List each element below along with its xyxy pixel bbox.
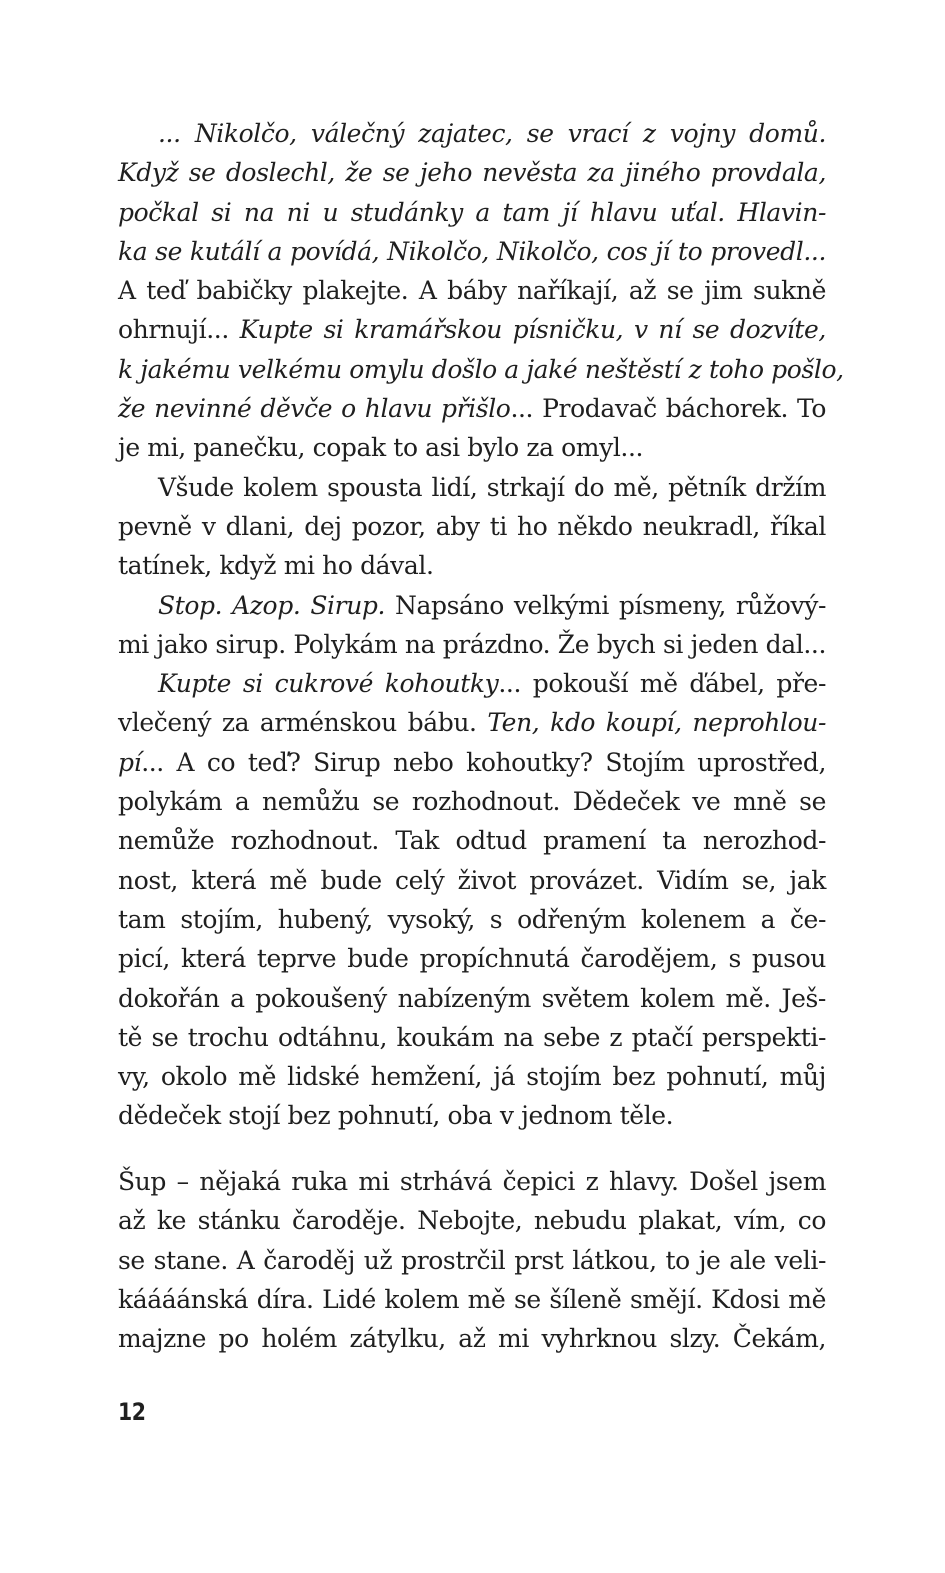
text-line [118, 271, 826, 310]
italic-text: počkal si na ni u studánky a tam jí hlavu uťal. Hlavin- [118, 197, 826, 227]
italic-text: Když se doslechl, že se jeho nevěsta za jiného provdala, [118, 158, 826, 188]
text-run: až ke stánku čaroděje. Nebojte, nebudu plakat, vím, co [118, 1206, 826, 1236]
text-line [118, 1096, 826, 1135]
text-line [118, 821, 826, 860]
text-run: tě se trochu odtáhnu, koukám na sebe z ptačí perspekti- [118, 1022, 826, 1052]
text-line [118, 1319, 826, 1358]
text-run: tatínek, když mi ho dával. [118, 551, 434, 581]
text-line [118, 389, 826, 428]
text-line [118, 979, 826, 1018]
italic-text: ... Nikolčo, válečný zajatec, se vrací z vojny domů. [158, 119, 826, 148]
text-block-continued [118, 1162, 826, 1358]
text-line [118, 1162, 826, 1201]
text-line [118, 1280, 826, 1319]
italic-text: Stop. Azop. Sirup. [158, 590, 386, 620]
italic-text: Kupte si kramářskou písničku, v ní se dozvíte, [239, 315, 826, 345]
text-line [118, 153, 826, 192]
text-run: ... A co teď? Sirup nebo kohoutky? Stojím uprostřed, [141, 747, 826, 777]
text-run: majzne po holém zátylku, až mi vyhrknou slzy. Čekám, [118, 1324, 826, 1354]
text-run: mi jako sirup. Polykám na prázdno. Že bych si jeden dal... [118, 629, 826, 659]
italic-text: že nevinné děvče o hlavu přišlo [118, 394, 511, 424]
text-line [118, 468, 826, 507]
text-run: se stane. A čaroděj už prostrčil prst látkou, to je ale veli- [118, 1245, 826, 1275]
italic-text: k jakému velkému omylu došlo a jaké neštěstí z toho pošlo, [118, 354, 844, 384]
italic-text: ka se kutálí a povídá, Nikolčo, Nikolčo, cos jí to provedl... [118, 236, 826, 266]
text-line [118, 625, 826, 664]
text-run: vlečený za arménskou bábu. [118, 708, 488, 738]
text-line [118, 664, 826, 703]
text-run: je mi, panečku, copak to asi bylo za omyl... [118, 433, 644, 463]
italic-text: pí [118, 747, 142, 777]
italic-text: Ten, kdo koupí, neprohlou- [487, 708, 826, 738]
text-line [118, 428, 826, 467]
text-run: vy, okolo mě lidské hemžení, já stojím bez pohnutí, můj [118, 1062, 826, 1092]
italic-text: Kupte si cukrové kohoutky [158, 669, 499, 699]
text-run: Šup – nějaká ruka mi strhává čepici z hlavy. Došel jsem [118, 1167, 826, 1196]
text-run: polykám a nemůžu se rozhodnout. Dědeček ve mně se [118, 787, 826, 817]
text-line [118, 507, 826, 546]
text-line [118, 900, 826, 939]
text-run: nost, která mě bude celý život provázet. Vidím se, jak [118, 865, 826, 895]
text-block-main [118, 114, 844, 1136]
text-line [118, 586, 826, 625]
text-run: picí, která teprve bude propíchnutá čarodějem, s pusou [118, 944, 826, 974]
page-number: 12 [118, 1398, 146, 1426]
text-line [118, 703, 826, 742]
text-line [118, 1057, 826, 1096]
text-run: nemůže rozhodnout. Tak odtud pramení ta nerozhod- [118, 826, 826, 856]
text-line [118, 546, 826, 585]
text-run: ohrnují... [118, 315, 240, 345]
text-run: káááánská díra. Lidé kolem mě se šíleně smějí. Kdosi mě [118, 1284, 826, 1314]
text-run: Všude kolem spousta lidí, strkají do mě, pětník držím [158, 472, 826, 502]
text-run: tam stojím, hubený, vysoký, s odřeným kolenem a če- [118, 904, 826, 934]
text-line [118, 1018, 826, 1057]
text-line [118, 1241, 826, 1280]
text-line [118, 114, 826, 153]
text-line [118, 861, 826, 900]
text-line [118, 193, 826, 232]
text-run: ... pokouší mě ďábel, pře- [498, 669, 826, 699]
text-line [118, 350, 844, 389]
text-line [118, 782, 826, 821]
text-run: dědeček stojí bez pohnutí, oba v jednom těle. [118, 1101, 674, 1131]
text-run: dokořán a pokoušený nabízeným světem kolem mě. Ješ- [118, 983, 826, 1013]
text-run: pevně v dlani, dej pozor, aby ti ho někdo neukradl, říkal [118, 511, 826, 541]
text-line [118, 743, 826, 782]
text-run: ... Prodavač báchorek. To [510, 394, 826, 424]
text-line [118, 232, 826, 271]
text-line [118, 1201, 826, 1240]
text-line [118, 939, 826, 978]
text-line [118, 310, 826, 349]
text-run: Napsáno velkými písmeny, růžový- [385, 590, 826, 620]
text-run: A teď babičky plakejte. A báby naříkají, až se jim sukně [118, 276, 826, 306]
